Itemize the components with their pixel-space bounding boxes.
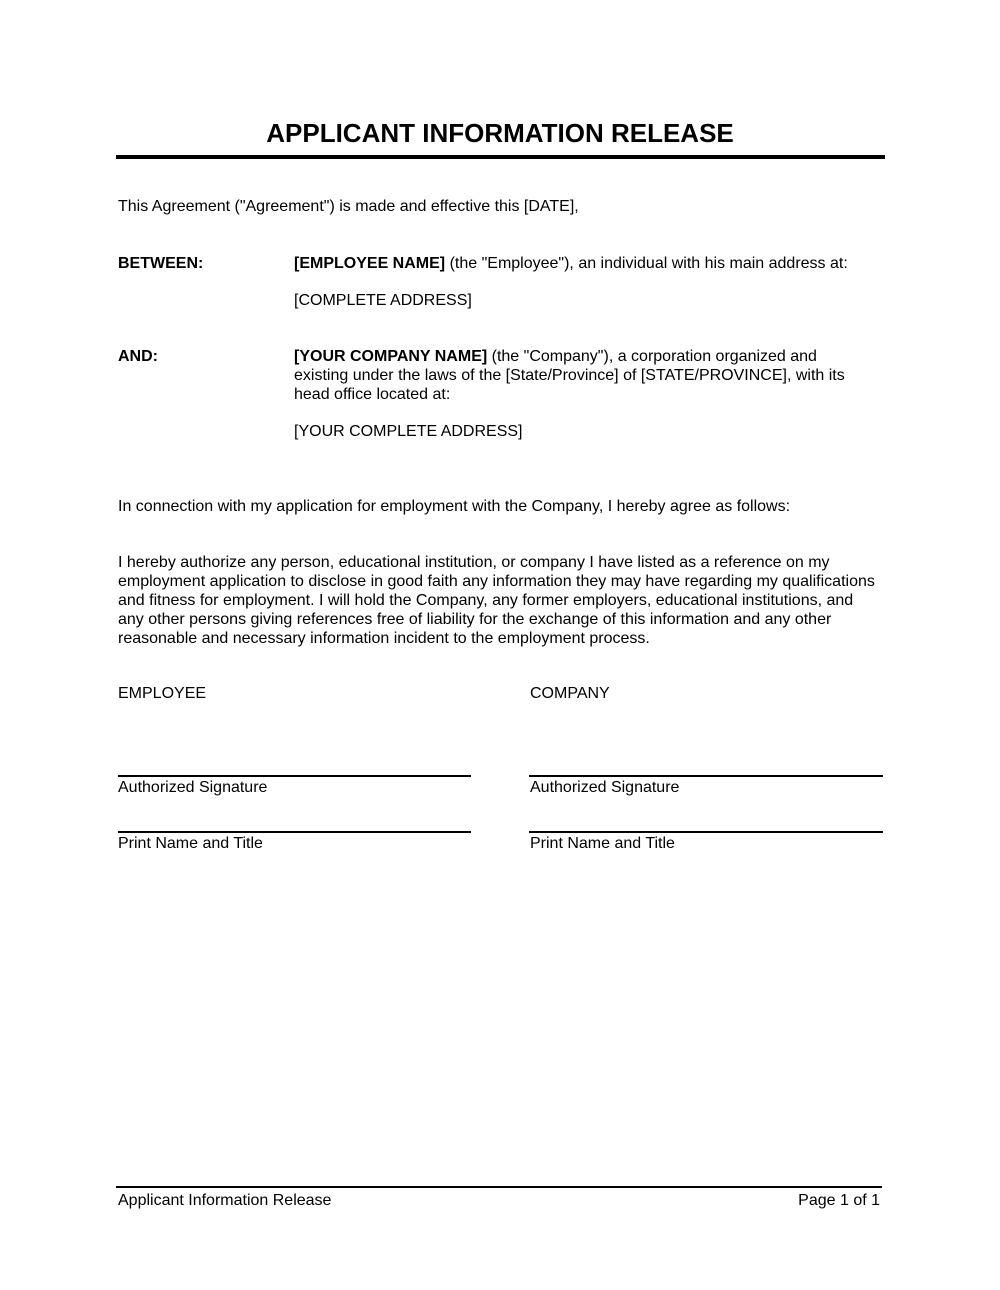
company-name-label: Print Name and Title [530,835,675,852]
employee-name-line[interactable] [118,831,471,833]
employee-party [294,254,874,273]
company-signature-label: Authorized Signature [530,779,680,796]
company-name-line[interactable] [529,831,883,833]
company-party [294,347,874,404]
connection-paragraph: In connection with my application for employment with the Company, I hereby agree as follows: [118,498,791,515]
authorization-paragraph: I hereby authorize any person, educational institution, or company I have listed as a reference on my employment application to disclose in good faith any information they may have regarding my qualifications and fitness for employment. I will hold the Company, any former employers, educational institutions, and any other persons giving references free of liability for the exchange of this information and any other reasonable and necessary information incident to the employment process. [118,554,875,647]
document-title: APPLICANT INFORMATION RELEASE [266,118,734,148]
between-label: BETWEEN: [118,255,204,272]
footer-page-number: Page 1 of 1 [798,1192,880,1209]
employee-address: [COMPLETE ADDRESS] [294,292,472,309]
footer-document-name: Applicant Information Release [118,1192,332,1209]
employee-signature-line[interactable] [118,775,471,777]
and-label: AND: [118,348,158,365]
company-address: [YOUR COMPLETE ADDRESS] [294,423,523,440]
footer-divider [116,1186,882,1188]
title-divider [116,155,885,159]
employee-name-label: Print Name and Title [118,835,263,852]
employee-signature-label: Authorized Signature [118,779,268,796]
company-name-placeholder: [YOUR COMPANY NAME] [294,348,488,365]
company-signature-line[interactable] [529,775,883,777]
employee-heading: EMPLOYEE [118,685,207,702]
company-heading: COMPANY [530,685,610,702]
company-description: (the "Company"), a corporation organized and existing under the laws of the [State/Province] of [STATE/PROVINCE], with its head office located at: [294,348,845,403]
intro-paragraph: This Agreement ("Agreement") is made and effective this [DATE], [118,198,579,215]
employee-name-placeholder: [EMPLOYEE NAME] [294,255,446,272]
employee-description: (the "Employee"), an individual with his main address at: [445,255,848,272]
